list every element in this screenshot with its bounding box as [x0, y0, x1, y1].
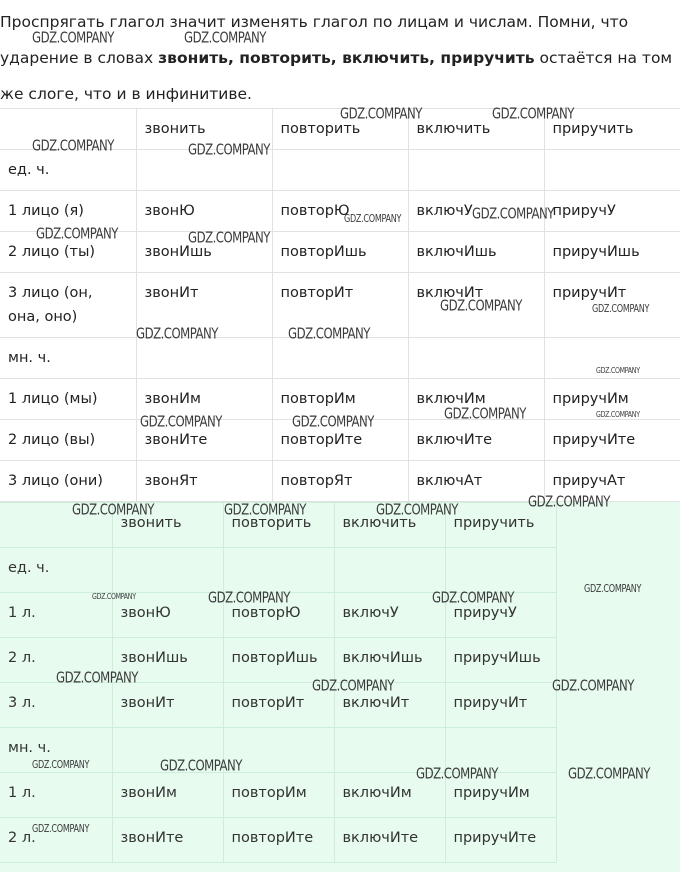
table-cell: приручУ [544, 191, 680, 232]
table-cell: включИм [408, 379, 544, 420]
row-label: 1 л. [0, 593, 112, 638]
watermark-text: GDZ.COMPANY [208, 590, 290, 608]
watermark-text: GDZ.COMPANY [288, 326, 370, 344]
row-label: 2 лицо (вы) [0, 420, 136, 461]
watermark-text: GDZ.COMPANY [596, 410, 640, 420]
table-cell [408, 150, 544, 191]
table-cell [136, 338, 272, 379]
header-cell: включить [334, 503, 445, 548]
table-cell: приручИшь [445, 638, 556, 683]
table-cell [223, 548, 334, 593]
header-cell: приручить [544, 109, 680, 150]
table-cell: приручИт [544, 273, 680, 338]
intro-verbs-bold: звонить, повторить, включить, приручить [158, 49, 535, 67]
table-cell: включИт [408, 273, 544, 338]
table-cell: звонИт [136, 273, 272, 338]
table-cell: приручИте [445, 818, 556, 863]
table-cell: повторЮ [223, 593, 334, 638]
table-cell [334, 548, 445, 593]
watermark-text: GDZ.COMPANY [32, 824, 90, 836]
row-label: 3 лицо (он, она, оно) [0, 273, 136, 338]
table-cell: повторИм [223, 773, 334, 818]
table-cell: повторИте [223, 818, 334, 863]
watermark-text: GDZ.COMPANY [32, 30, 114, 48]
watermark-text: GDZ.COMPANY [584, 584, 642, 596]
watermark-text: GDZ.COMPANY [184, 30, 266, 48]
table-cell: приручУ [445, 593, 556, 638]
watermark-text: GDZ.COMPANY [56, 670, 138, 688]
watermark-text: GDZ.COMPANY [136, 326, 218, 344]
table-cell: включИм [334, 773, 445, 818]
table-cell: включАт [408, 461, 544, 502]
watermark-text: GDZ.COMPANY [32, 138, 114, 156]
table-cell: звонИшь [136, 232, 272, 273]
table-cell: включИте [408, 420, 544, 461]
watermark-text: GDZ.COMPANY [160, 758, 242, 776]
table-cell: повторИшь [223, 638, 334, 683]
table-cell: включУ [408, 191, 544, 232]
table-cell: повторИте [272, 420, 408, 461]
row-label: 1 лицо (мы) [0, 379, 136, 420]
intro-line-2-end: остаётся на том [534, 49, 673, 67]
table-cell: включУ [334, 593, 445, 638]
watermark-text: GDZ.COMPANY [340, 106, 422, 124]
table-row [0, 548, 556, 593]
watermark-text: GDZ.COMPANY [376, 502, 458, 520]
watermark-text: GDZ.COMPANY [32, 760, 90, 772]
table-cell: повторИт [223, 683, 334, 728]
table-cell: звонИт [112, 683, 223, 728]
watermark-text: GDZ.COMPANY [440, 298, 522, 316]
table-cell: повторИм [272, 379, 408, 420]
header-cell: включить [408, 109, 544, 150]
row-label: ед. ч. [0, 150, 136, 191]
table-cell [408, 338, 544, 379]
watermark-text: GDZ.COMPANY [36, 226, 118, 244]
table-cell: повторЯт [272, 461, 408, 502]
intro-text [0, 4, 676, 112]
watermark-text: GDZ.COMPANY [472, 206, 554, 224]
row-label: 2 л. [0, 638, 112, 683]
watermark-text: GDZ.COMPANY [416, 766, 498, 784]
table-cell: включИте [334, 818, 445, 863]
intro-line-1: Проспрягать глагол значит изменять глагол по лицам и числам. Помни, что [0, 13, 629, 31]
table-cell: приручАт [544, 461, 680, 502]
table-cell [445, 548, 556, 593]
table-cell [272, 150, 408, 191]
table-cell: звонИте [136, 420, 272, 461]
table-cell: включИт [334, 683, 445, 728]
row-label: 3 л. [0, 683, 112, 728]
watermark-text: GDZ.COMPANY [568, 766, 650, 784]
watermark-text: GDZ.COMPANY [596, 366, 640, 376]
intro-line-3: же слоге, что и в инфинитиве. [0, 85, 252, 103]
table-cell: звонЯт [136, 461, 272, 502]
intro-line-2-start: ударение в словах [0, 49, 159, 67]
watermark-text: GDZ.COMPANY [344, 214, 402, 226]
watermark-text: GDZ.COMPANY [528, 494, 610, 512]
watermark-text: GDZ.COMPANY [552, 678, 634, 696]
table-cell: приручИт [445, 683, 556, 728]
row-label: 2 л. [0, 818, 112, 863]
header-cell: повторить [272, 109, 408, 150]
header-cell: повторить [223, 503, 334, 548]
table-cell: приручИте [544, 420, 680, 461]
header-cell: звонить [112, 503, 223, 548]
row-label: мн. ч. [0, 338, 136, 379]
table-cell: звонИм [112, 773, 223, 818]
watermark-text: GDZ.COMPANY [72, 502, 154, 520]
table-cell: звонЮ [112, 593, 223, 638]
table-cell: звонИм [136, 379, 272, 420]
watermark-text: GDZ.COMPANY [492, 106, 574, 124]
header-cell: приручить [445, 503, 556, 548]
row-label: 3 лицо (они) [0, 461, 136, 502]
table-cell: звонИте [112, 818, 223, 863]
row-label: ед. ч. [0, 548, 112, 593]
table-cell: включИшь [408, 232, 544, 273]
table-cell: повторЮ [272, 191, 408, 232]
table-cell: звонЮ [136, 191, 272, 232]
table-cell [272, 338, 408, 379]
row-label: 1 л. [0, 773, 112, 818]
table-cell: повторИт [272, 273, 408, 338]
table-cell: включИшь [334, 638, 445, 683]
table-cell: приручИшь [544, 232, 680, 273]
watermark-text: GDZ.COMPANY [592, 304, 650, 316]
watermark-text: GDZ.COMPANY [140, 414, 222, 432]
table-cell: приручИм [544, 379, 680, 420]
watermark-text: GDZ.COMPANY [292, 414, 374, 432]
watermark-text: GDZ.COMPANY [188, 142, 270, 160]
table-cell [112, 548, 223, 593]
table-cell: повторИшь [272, 232, 408, 273]
conjugation-table-full [0, 108, 680, 502]
watermark-text: GDZ.COMPANY [224, 502, 306, 520]
table-cell: звонИшь [112, 638, 223, 683]
row-label: 1 лицо (я) [0, 191, 136, 232]
watermark-text: GDZ.COMPANY [188, 230, 270, 248]
row-label: мн. ч. [0, 728, 112, 773]
watermark-text: GDZ.COMPANY [432, 590, 514, 608]
watermark-text: GDZ.COMPANY [312, 678, 394, 696]
table-row [0, 150, 680, 191]
row-label: 2 лицо (ты) [0, 232, 136, 273]
header-cell: звонить [136, 109, 272, 150]
table-row [0, 683, 556, 728]
table-cell [544, 150, 680, 191]
table-row [0, 338, 680, 379]
table-cell: приручИм [445, 773, 556, 818]
watermark-text: GDZ.COMPANY [444, 406, 526, 424]
watermark-text: GDZ.COMPANY [92, 592, 136, 602]
